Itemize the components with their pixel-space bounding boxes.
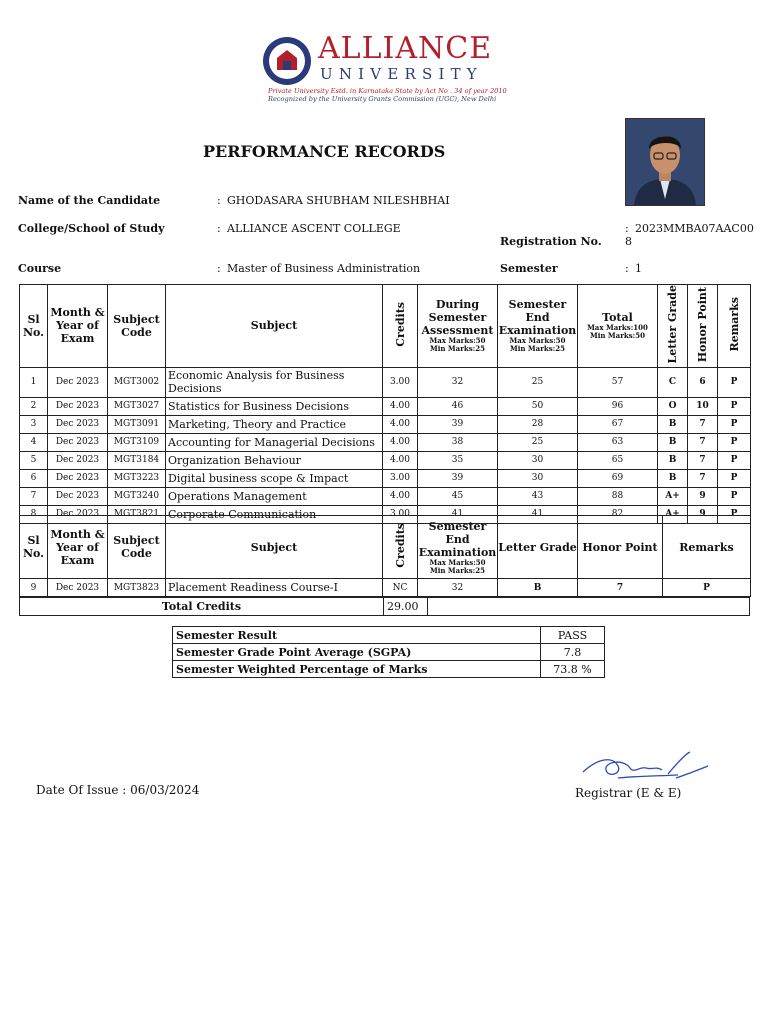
header-code-2: Subject Code [108,516,166,579]
brand-tagline-1: Private University Estd. in Karnataka State by Act No . 34 of year 2010 [268,87,507,95]
cell-total: 96 [578,397,658,415]
cell-dsa: 38 [418,433,498,451]
cell-month: Dec 2023 [48,451,108,469]
cell-remarks: P [718,415,751,433]
header-sl: Sl No. [20,285,48,368]
header-subject-2: Subject [166,516,383,579]
cell-honor: 6 [688,367,718,397]
cell-see: 25 [498,433,578,451]
cell-subject: Operations Management [166,487,383,505]
cell-credits: 4.00 [383,487,418,505]
cell-code: MGT3223 [108,469,166,487]
table-row [20,397,751,415]
cell-grade: A+ [658,505,688,523]
weighted-percentage-value: 73.8 % [541,661,605,678]
cell-total: 63 [578,433,658,451]
non-credit-header-row [20,516,751,579]
result-row [173,627,605,644]
table-row [20,415,751,433]
cell-total: 82 [578,505,658,523]
cell-remarks: P [718,451,751,469]
cell-subject: Marketing, Theory and Practice [166,415,383,433]
header-credits: Credits [383,285,418,368]
cell-dsa: 39 [418,469,498,487]
cell-dsa: 46 [418,397,498,415]
cell-month: Dec 2023 [48,579,108,597]
name-sep: : [217,194,221,207]
cell-sl: 9 [20,579,48,597]
college-sep: : [217,222,221,235]
cell-credits: 4.00 [383,433,418,451]
non-credit-table [19,515,751,597]
cell-remarks: P [718,397,751,415]
header-subject: Subject [166,285,383,368]
cell-code: MGT3091 [108,415,166,433]
cell-subject: Corporate Communication [166,505,383,523]
header-code: Subject Code [108,285,166,368]
cell-grade: C [658,367,688,397]
cell-month: Dec 2023 [48,487,108,505]
brand-tagline-2: Recognized by the University Grants Commission (UGC), New Delhi [268,95,497,103]
cell-code: MGT3821 [108,505,166,523]
header-month-2: Month & Year of Exam [48,516,108,579]
cell-credits: 4.00 [383,397,418,415]
cell-month: Dec 2023 [48,367,108,397]
cell-credits: NC [383,579,418,597]
cell-dsa: 45 [418,487,498,505]
cell-grade: B [658,433,688,451]
cell-code: MGT3184 [108,451,166,469]
cell-month: Dec 2023 [48,397,108,415]
header-sl-2: Sl No. [20,516,48,579]
header-grade: Letter Grade [658,285,688,368]
cell-month: Dec 2023 [48,415,108,433]
registrar-title: Registrar (E & E) [575,786,682,800]
cell-sl: 4 [20,433,48,451]
cell-sl: 7 [20,487,48,505]
cell-remarks: P [718,469,751,487]
course-sep: : [217,262,221,275]
weighted-percentage-label: Semester Weighted Percentage of Marks [173,661,541,678]
sgpa-value: 7.8 [541,644,605,661]
name-label: Name of the Candidate [18,194,161,207]
cell-honor: 10 [688,397,718,415]
cell-code: MGT3002 [108,367,166,397]
cell-code: MGT3240 [108,487,166,505]
college-label: College/School of Study [18,222,165,235]
cell-total: 69 [578,469,658,487]
weighted-percentage-row [173,661,605,678]
header-credits-2: Credits [383,516,418,579]
cell-subject: Organization Behaviour [166,451,383,469]
registration-value-1: 2023MMBA07AAC00 [635,222,754,235]
cell-see: 28 [498,415,578,433]
header-honor-2: Honor Point [578,516,663,579]
brand-university: UNIVERSITY [320,65,483,83]
header-see-2: Semester End Examination Max Marks:50 Min Marks:25 [418,516,498,579]
cell-credits: 4.00 [383,415,418,433]
table-row [20,487,751,505]
marks-table [19,284,751,524]
cell-code: MGT3027 [108,397,166,415]
cell-dsa: 39 [418,415,498,433]
course-value: Master of Business Administration [227,262,421,275]
cell-see: 25 [498,367,578,397]
cell-code: MGT3109 [108,433,166,451]
brand-name: ALLIANCE [318,31,493,66]
cell-honor: 7 [688,451,718,469]
semester-result-label: Semester Result [173,627,541,644]
header-month: Month & Year of Exam [48,285,108,368]
cell-see: 41 [498,505,578,523]
total-credits-blank [428,598,750,616]
header-see: Semester End Examination Max Marks:50 Min Marks:25 [498,285,578,368]
cell-see: 43 [498,487,578,505]
registration-value-2: 8 [625,235,632,248]
cell-subject: Digital business scope & Impact [166,469,383,487]
candidate-photo [625,118,705,206]
cell-honor: 7 [578,579,663,597]
cell-grade: B [658,415,688,433]
cell-subject: Accounting for Managerial Decisions [166,433,383,451]
header-dsa: During Semester Assessment Max Marks:50 Min Marks:25 [418,285,498,368]
cell-see: 30 [498,451,578,469]
cell-dsa: 35 [418,451,498,469]
registrar-signature-icon [578,748,713,788]
cell-grade: O [658,397,688,415]
cell-credits: 3.00 [383,367,418,397]
college-value: ALLIANCE ASCENT COLLEGE [227,222,401,235]
table-row [20,579,751,597]
university-seal-icon [262,36,312,86]
cell-sl: 2 [20,397,48,415]
cell-see: 50 [498,397,578,415]
semester-result-value: PASS [541,627,605,644]
marks-header-row [20,285,751,368]
header-total: Total Max Marks:100 Min Marks:50 [578,285,658,368]
semester-sep: : [625,262,629,275]
course-label: Course [18,262,62,275]
cell-honor: 7 [688,415,718,433]
date-of-issue: Date Of Issue : 06/03/2024 [36,783,200,797]
cell-honor: 7 [688,469,718,487]
semester-value: 1 [635,262,642,275]
registration-sep: : [625,222,629,235]
cell-total: 67 [578,415,658,433]
sgpa-row [173,644,605,661]
cell-total: 57 [578,367,658,397]
cell-month: Dec 2023 [48,469,108,487]
cell-see: 32 [418,579,498,597]
cell-remarks: P [718,505,751,523]
cell-sl: 5 [20,451,48,469]
table-row [20,451,751,469]
cell-honor: 9 [688,505,718,523]
person-photo-icon [626,119,704,205]
cell-grade: B [658,469,688,487]
cell-credits: 4.00 [383,451,418,469]
sgpa-label: Semester Grade Point Average (SGPA) [173,644,541,661]
cell-honor: 7 [688,433,718,451]
header-remarks-2: Remarks [663,516,751,579]
cell-sl: 3 [20,415,48,433]
cell-sl: 6 [20,469,48,487]
table-row [20,367,751,397]
cell-total: 65 [578,451,658,469]
cell-code: MGT3823 [108,579,166,597]
cell-remarks: P [718,367,751,397]
cell-grade: A+ [658,487,688,505]
cell-month: Dec 2023 [48,433,108,451]
semester-label: Semester [500,262,558,275]
cell-month: Dec 2023 [48,505,108,523]
cell-sl: 8 [20,505,48,523]
cell-sl: 1 [20,367,48,397]
university-logo [262,31,522,106]
cell-remarks: P [663,579,751,597]
cell-grade: B [498,579,578,597]
cell-subject: Statistics for Business Decisions [166,397,383,415]
header-remarks: Remarks [718,285,751,368]
cell-subject: Economic Analysis for Business Decisions [166,367,383,397]
cell-subject: Placement Readiness Course-I [166,579,383,597]
page-title: PERFORMANCE RECORDS [203,142,446,161]
cell-honor: 9 [688,487,718,505]
cell-remarks: P [718,487,751,505]
cell-remarks: P [718,433,751,451]
total-credits-label: Total Credits [20,598,384,616]
table-row [20,433,751,451]
cell-dsa: 32 [418,367,498,397]
cell-see: 30 [498,469,578,487]
semester-results-table [172,626,605,678]
table-row [20,469,751,487]
cell-credits: 3.00 [383,469,418,487]
registration-label: Registration No. [500,235,602,248]
cell-total: 88 [578,487,658,505]
cell-grade: B [658,451,688,469]
cell-credits: 3.00 [383,505,418,523]
header-honor: Honor Point [688,285,718,368]
total-credits-table [19,597,750,616]
cell-dsa: 41 [418,505,498,523]
candidate-name: GHODASARA SHUBHAM NILESHBHAI [227,194,450,207]
total-credits-value: 29.00 [384,598,428,616]
header-grade-2: Letter Grade [498,516,578,579]
